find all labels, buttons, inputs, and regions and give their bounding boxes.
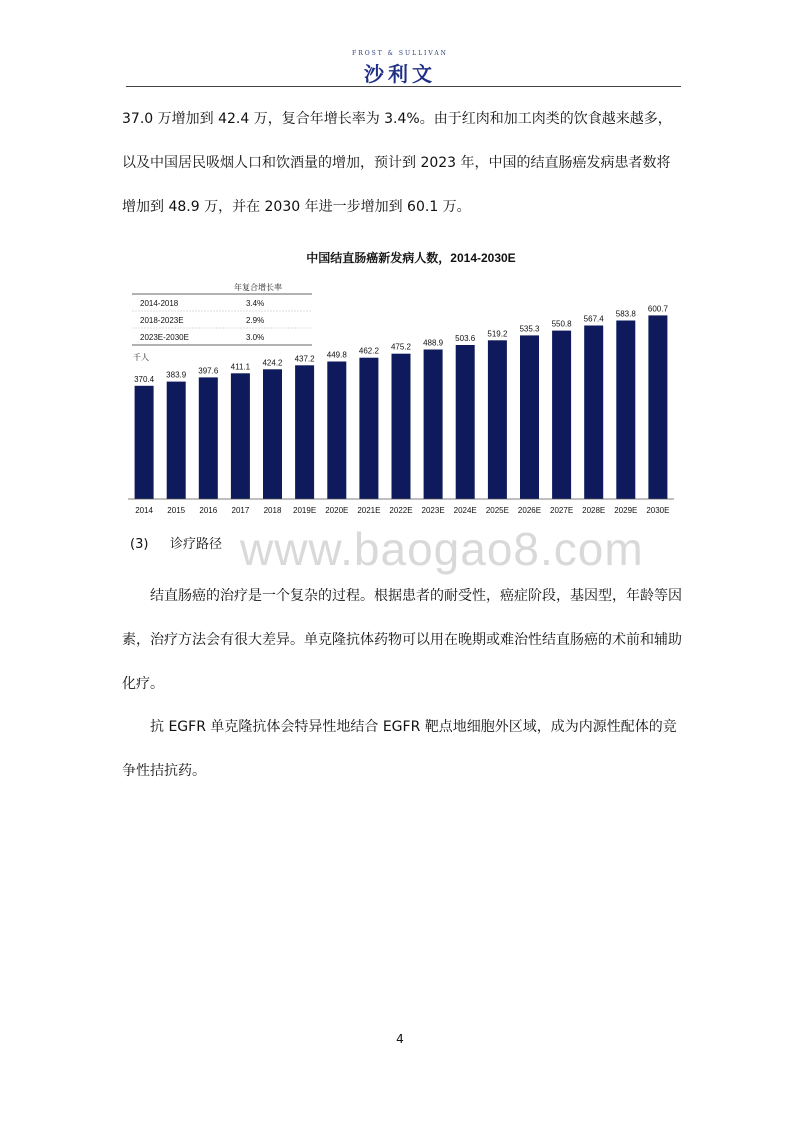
data-label-2025E: 519.2 [487, 329, 508, 339]
cagr-rate: 2.9% [246, 316, 265, 325]
bar-2029E [616, 321, 635, 500]
x-tick-label-2025E: 2025E [485, 506, 509, 515]
x-tick-label-2028E: 2028E [582, 506, 606, 515]
bar-2019E [295, 365, 314, 499]
bar-2025E [488, 340, 507, 499]
page-header [0, 50, 800, 87]
cagr-period: 2023E-2030E [140, 333, 189, 342]
x-tick-label-2027E: 2027E [550, 506, 574, 515]
data-label-2029E: 583.8 [615, 309, 636, 319]
data-label-2022E: 475.2 [390, 342, 412, 352]
brand-english: FROST & SULLIVAN [352, 50, 448, 57]
bar-2016 [199, 377, 218, 499]
x-tick-label-2023E: 2023E [421, 506, 445, 515]
bar-2028E [584, 326, 603, 500]
bar-2023E [424, 350, 443, 500]
paragraph-egfr: 抗 EGFR 单克隆抗体会特异性地结合 EGFR 靶点地细胞外区域，成为内源性配体的竞争性拮抗药。 [122, 719, 677, 779]
data-label-2026E: 535.3 [519, 324, 540, 334]
data-label-2021E: 462.2 [358, 346, 379, 356]
section-heading [130, 533, 222, 552]
data-label-2018: 424.2 [262, 358, 283, 368]
bar-2022E [392, 354, 411, 499]
x-tick-label-2015: 2015 [167, 506, 186, 515]
cagr-rate: 3.0% [246, 333, 265, 342]
x-tick-label-2019E: 2019E [293, 506, 317, 515]
brand-chinese-logo: 沙利文 [364, 62, 436, 86]
watermark-text: www.baogao8.com [240, 523, 644, 575]
x-tick-label-2017: 2017 [231, 506, 250, 515]
section-number: (3) [130, 537, 149, 552]
data-label-2020E: 449.8 [326, 350, 347, 360]
cagr-period: 2018-2023E [140, 316, 184, 325]
cagr-period: 2014-2018 [140, 299, 179, 308]
data-label-2030E: 600.7 [647, 304, 668, 314]
bar-2015 [167, 382, 186, 499]
data-label-2015: 383.9 [166, 370, 187, 380]
data-label-2027E: 550.8 [551, 319, 572, 329]
cagr-table-header: 年复合增长率 [234, 283, 282, 292]
bar-2027E [552, 331, 571, 499]
bar-2014 [135, 386, 154, 499]
data-label-2017: 411.1 [230, 362, 251, 372]
y-axis-unit: 千人 [133, 353, 149, 362]
data-label-2023E: 488.9 [423, 338, 444, 348]
bar-2018 [263, 369, 282, 499]
bar-2026E [520, 335, 539, 499]
x-tick-label-2016: 2016 [199, 506, 218, 515]
x-tick-label-2018: 2018 [263, 506, 282, 515]
x-tick-label-2014: 2014 [135, 506, 153, 515]
bar-2020E [327, 362, 346, 500]
bar-2017 [231, 373, 250, 499]
paragraph-incidence: 37.0 万增加到 42.4 万，复合年增长率为 3.4%。由于红肉和加工肉类的饮食越来越多，以及中国居民吸烟人口和饮酒量的增加，预计到 2023 年，中国的结直肠癌发病患者数将增加到 48.9 万，并在 2030 年进一步增加到 60.1 万。 [122, 111, 672, 215]
data-label-2014: 370.4 [134, 374, 155, 384]
x-tick-label-2026E: 2026E [517, 506, 542, 515]
bar-2021E [359, 358, 378, 499]
section-title: 诊疗路径 [170, 537, 223, 552]
page-number: 4 [396, 1032, 404, 1046]
x-tick-label-2020E: 2020E [325, 506, 349, 515]
data-label-2016: 397.6 [198, 366, 219, 376]
x-tick-label-2029E: 2029E [614, 506, 638, 515]
cagr-rate: 3.4% [246, 299, 265, 308]
chart-title: 中国结直肠癌新发病人数，2014-2030E [306, 251, 516, 265]
bar-2030E [648, 315, 667, 499]
bar-2024E [456, 345, 475, 499]
x-tick-label-2024E: 2024E [453, 506, 477, 515]
data-label-2024E: 503.6 [455, 334, 476, 343]
x-tick-label-2030E: 2030E [646, 506, 670, 515]
header-rule [126, 86, 681, 87]
data-label-2028E: 567.4 [583, 314, 604, 324]
cagr-table [132, 282, 312, 345]
x-tick-label-2021E: 2021E [357, 506, 381, 515]
data-label-2019E: 437.2 [294, 354, 315, 364]
paragraph-treatment: 结直肠癌的治疗是一个复杂的过程。根据患者的耐受性，癌症阶段，基因型，年龄等因素，治疗方法会有很大差异。单克隆抗体药物可以用在晚期或难治性结直肠癌的术前和辅助化疗。 [122, 588, 682, 692]
x-tick-label-2022E: 2022E [389, 506, 413, 515]
